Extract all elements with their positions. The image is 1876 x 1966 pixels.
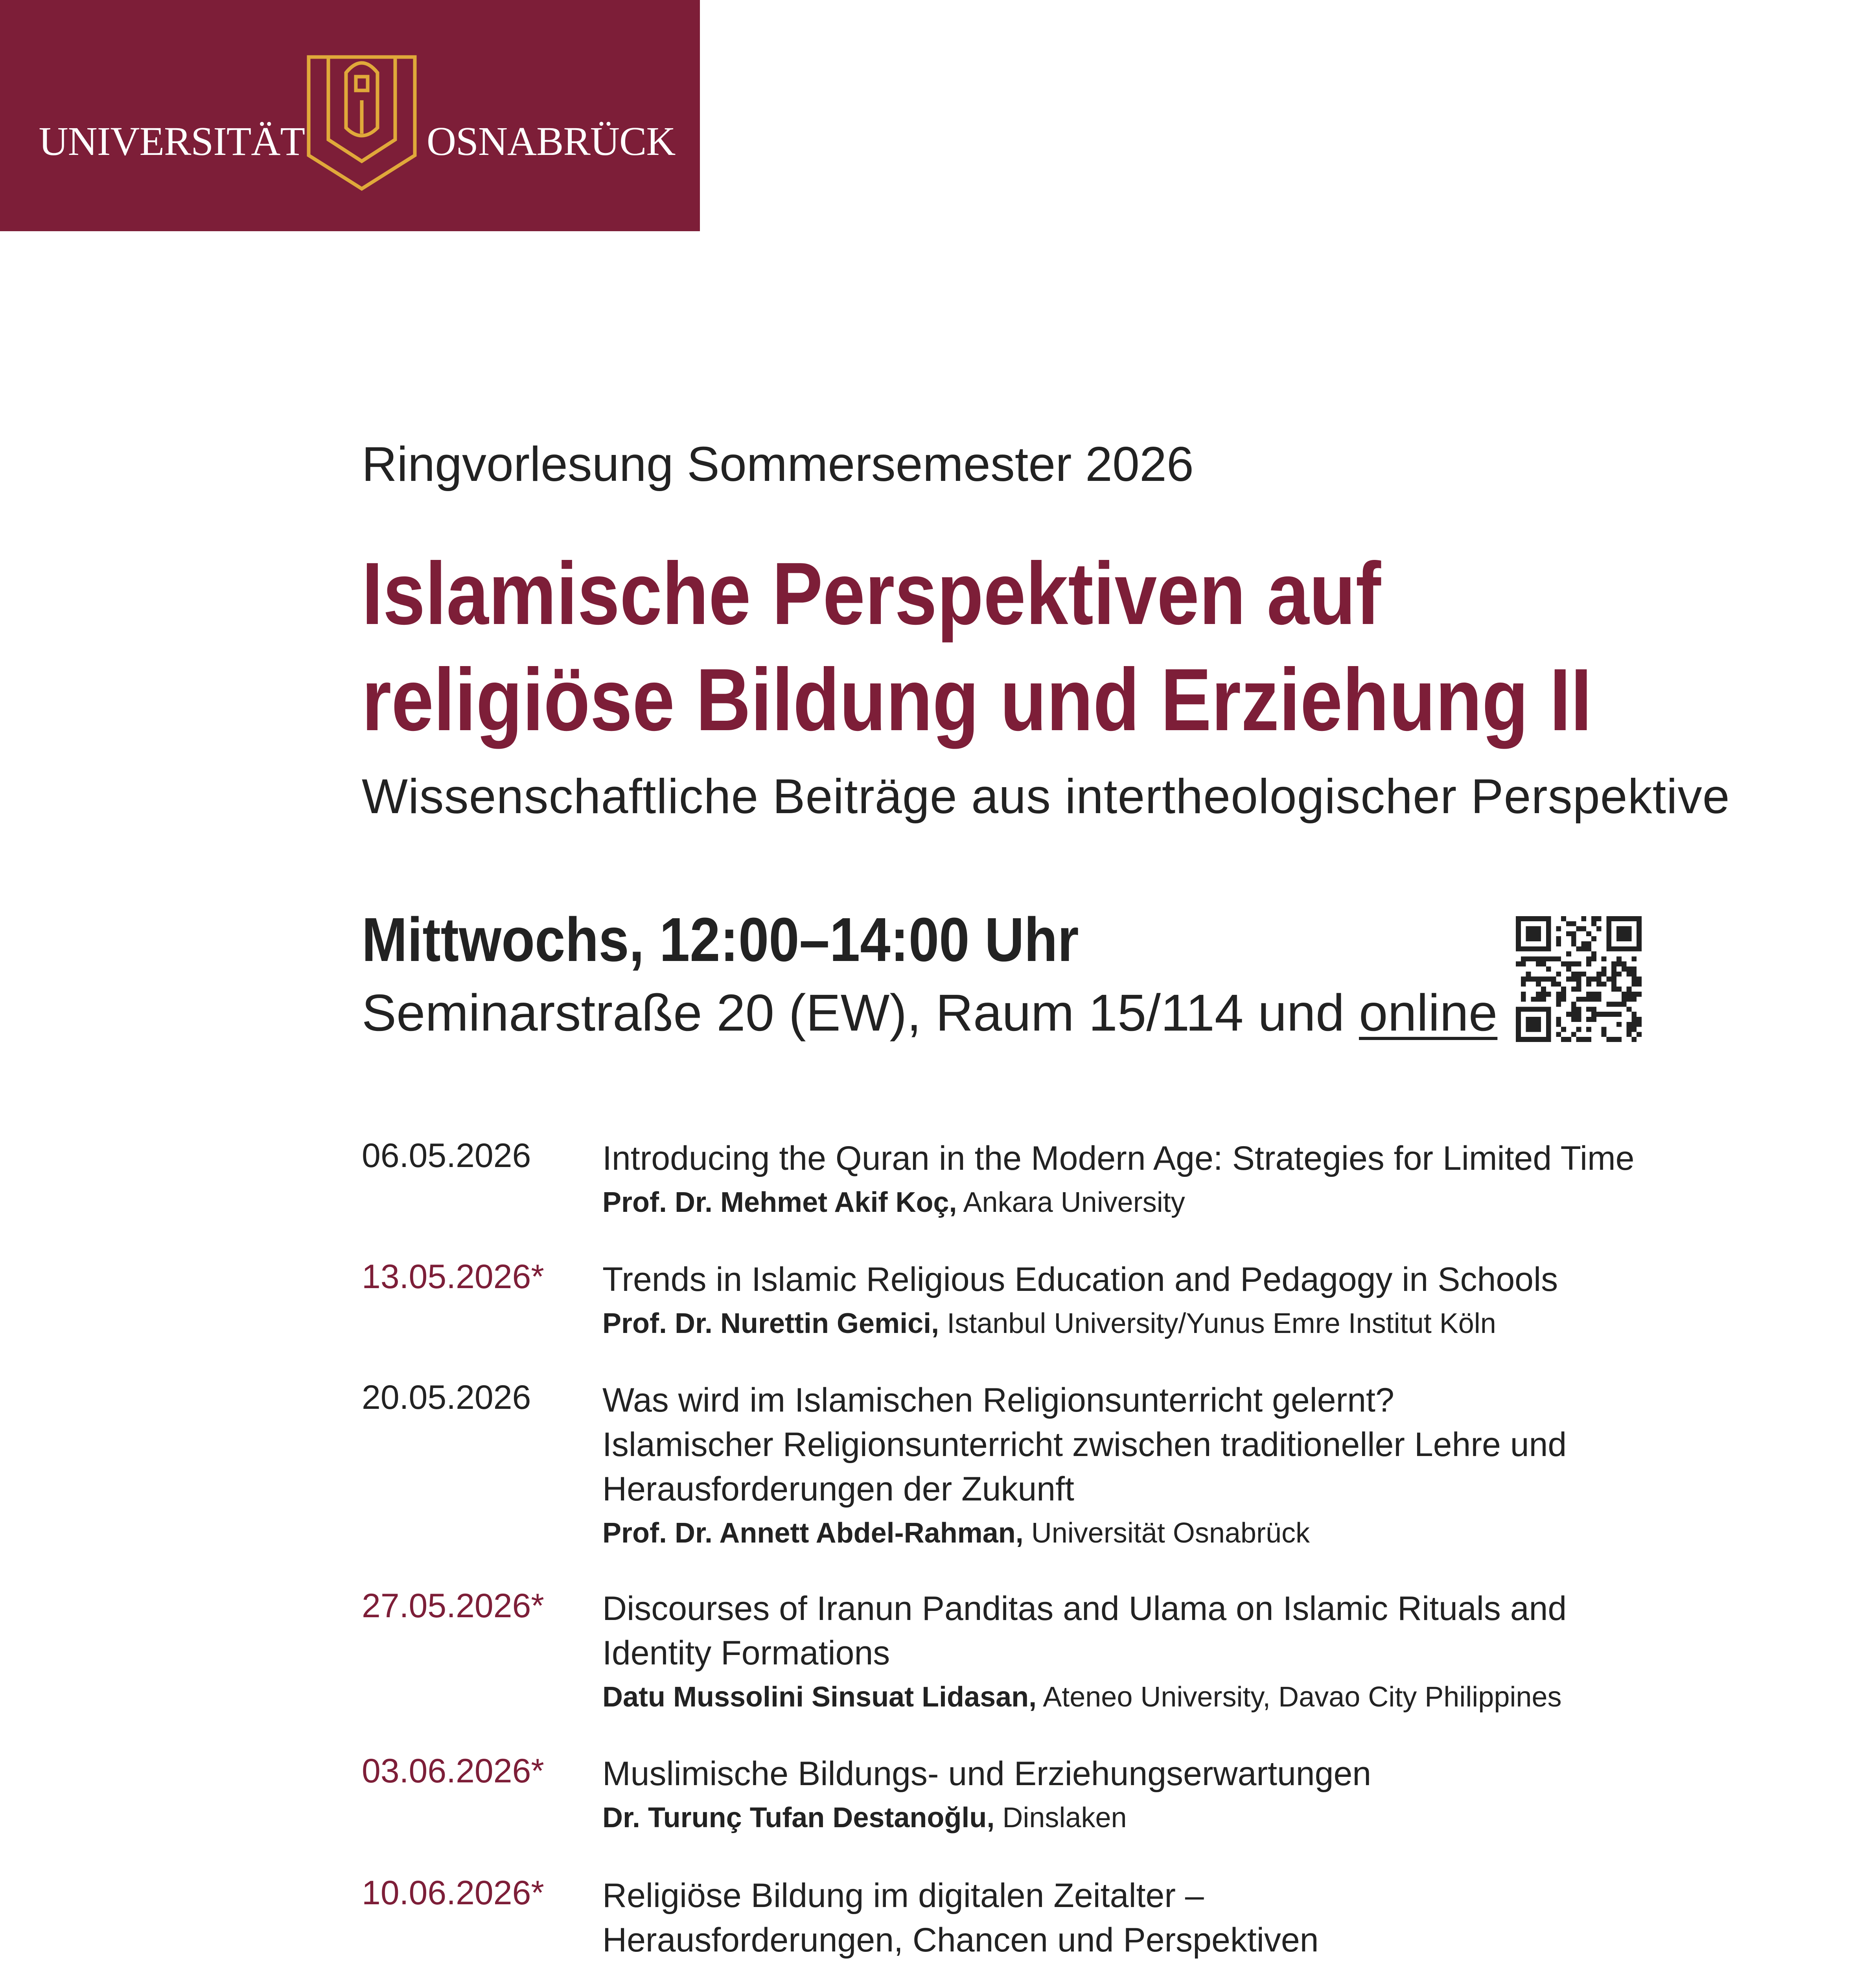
speaker-name: Prof. Dr. Annett Abdel-Rahman, [602, 1517, 1024, 1549]
lecture-title-line: Introducing the Quran in the Modern Age: Strategies for Limited Time [602, 1139, 1635, 1177]
speaker-affiliation: Istanbul University/Yunus Emre Institut Köln [947, 1308, 1496, 1339]
title-line-1: Islamische Perspektiven auf [362, 544, 1381, 643]
lecture-date: 27.05.2026* [362, 1587, 544, 1625]
lecture-date: 10.06.2026* [362, 1874, 544, 1912]
lecture-body [602, 1874, 1664, 1966]
lecture-body [602, 1136, 1664, 1224]
lecture-date: 06.05.2026 [362, 1137, 531, 1174]
speaker-name: Dr. Turunç Tufan Destanoğlu, [602, 1802, 995, 1833]
lecture-title-line: Trends in Islamic Religious Education and Pedagogy in Schools [602, 1261, 1558, 1298]
lecture-speaker [602, 1962, 1664, 1966]
lecture-title-line: Herausforderungen der Zukunft [602, 1470, 1074, 1508]
speaker-affiliation: Universität Osnabrück [1031, 1517, 1310, 1549]
online-link[interactable]: online [1359, 984, 1498, 1042]
speaker-affiliation: Ankara University [963, 1187, 1185, 1218]
location-text: Seminarstraße 20 (EW), Raum 15/114 und [362, 984, 1359, 1042]
lecture-title [602, 1378, 1664, 1511]
schedule-time: Mittwochs, 12:00–14:00 Uhr [362, 905, 1079, 974]
lecture-date: 03.06.2026* [362, 1752, 544, 1790]
lecture-speaker [602, 1675, 1664, 1719]
lecture-title [602, 1257, 1664, 1302]
lecture-title-line: Discourses of Iranun Panditas and Ulama on Islamic Rituals and [602, 1590, 1567, 1627]
lecture-body [602, 1378, 1664, 1555]
lecture-body [602, 1752, 1664, 1839]
university-crest-icon [305, 49, 419, 195]
speaker-affiliation: Dinslaken [1002, 1802, 1127, 1833]
speaker-name: Prof. Dr. Nurettin Gemici, [602, 1308, 939, 1339]
lecture-speaker [602, 1511, 1664, 1555]
lecture-title-line: Herausforderungen, Chancen und Perspektiven [602, 1921, 1319, 1959]
schedule-location [362, 983, 1497, 1042]
lecture-speaker [602, 1796, 1664, 1839]
university-name-left: UNIVERSITÄT [39, 119, 305, 164]
lecture-speaker [602, 1181, 1664, 1224]
lecture-body [602, 1257, 1664, 1345]
lecture-date: 13.05.2026* [362, 1258, 544, 1296]
series-label: Ringvorlesung Sommersemester 2026 [362, 437, 1194, 492]
lecture-title-line: Was wird im Islamischen Religionsunterricht gelernt? [602, 1381, 1394, 1419]
lecture-title [602, 1587, 1664, 1675]
speaker-name: Prof. Dr. Mehmet Akif Koç, [602, 1187, 957, 1218]
lecture-title [602, 1874, 1664, 1962]
lecture-title-line: Islamischer Religionsunterricht zwischen traditioneller Lehre und [602, 1426, 1567, 1463]
lecture-title [602, 1136, 1664, 1181]
lecture-date: 20.05.2026 [362, 1379, 531, 1416]
subtitle: Wissenschaftliche Beiträge aus intertheologischer Perspektive [362, 769, 1730, 824]
university-header [0, 0, 700, 231]
qr-code-icon[interactable] [1516, 916, 1642, 1042]
lecture-title [602, 1752, 1664, 1796]
speaker-affiliation: Ateneo University, Davao City Philippines [1043, 1681, 1562, 1713]
lecture-body [602, 1587, 1664, 1719]
lecture-title-line: Identity Formations [602, 1634, 890, 1672]
title-line-2: religiöse Bildung und Erziehung II [362, 650, 1592, 749]
lecture-title-line: Muslimische Bildungs- und Erziehungserwartungen [602, 1755, 1372, 1793]
lecture-speaker [602, 1302, 1664, 1345]
university-name-right: OSNABRÜCK [427, 119, 676, 164]
speaker-name: Datu Mussolini Sinsuat Lidasan, [602, 1681, 1037, 1713]
lecture-title-line: Religiöse Bildung im digitalen Zeitalter – [602, 1877, 1204, 1914]
